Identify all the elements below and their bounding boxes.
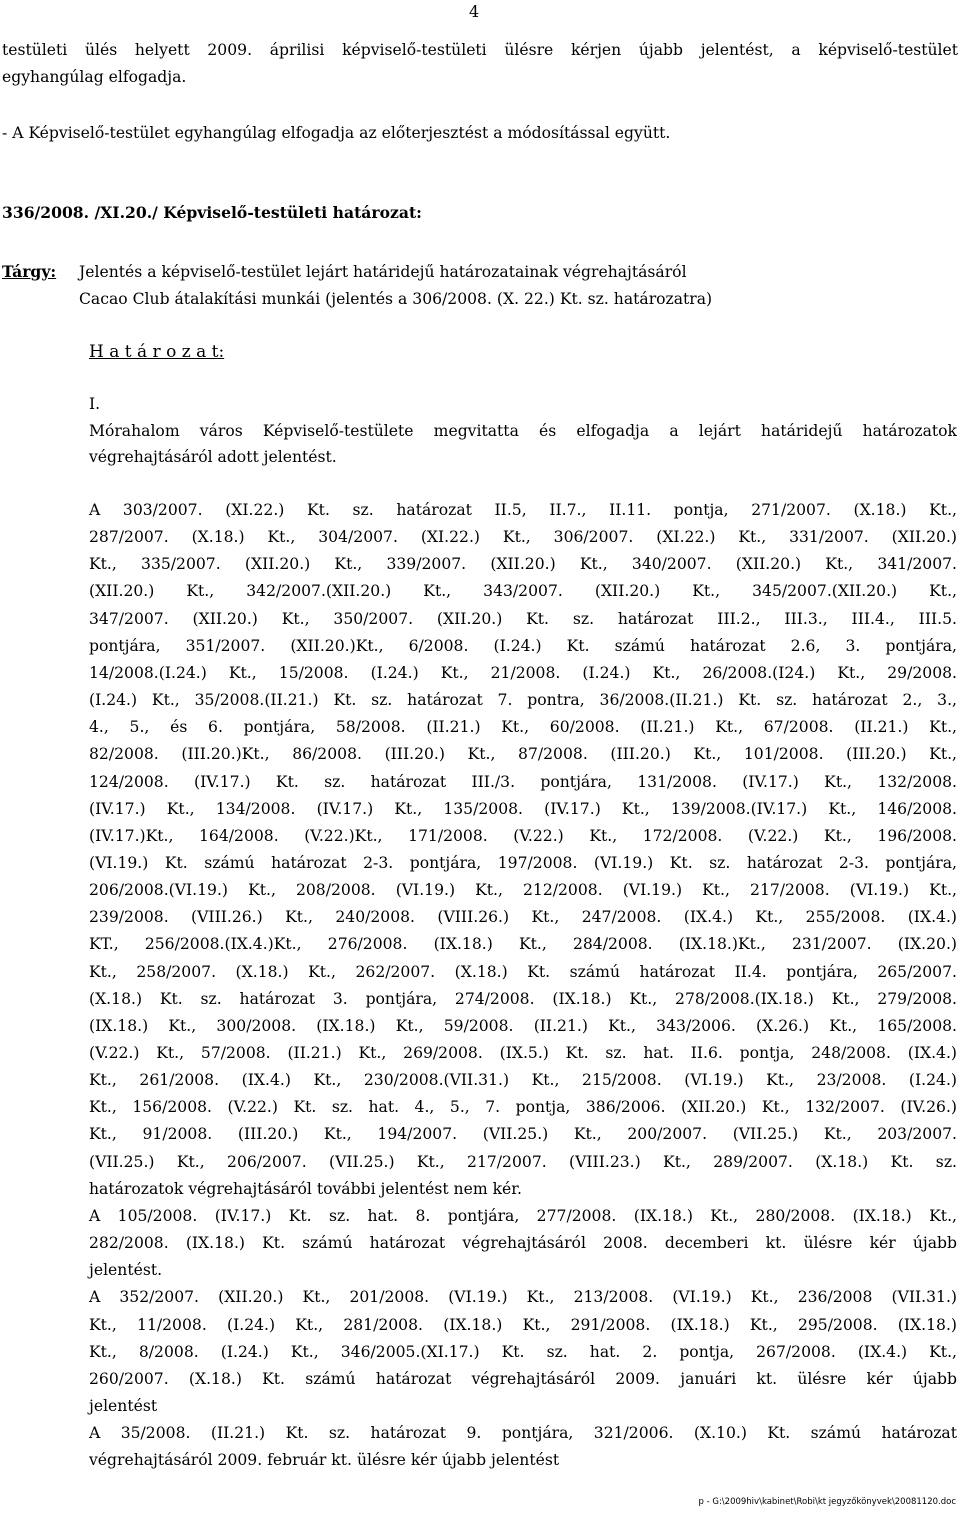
body-line: határozatok végrehajtásáról további jelentést nem kér. bbox=[89, 1180, 522, 1198]
body-line: Kt., 261/2008. (IX.4.) Kt., 230/2008.(VII.31.) Kt., 215/2008. (VI.19.) Kt., 23/2008. (I.24.) bbox=[89, 1071, 957, 1089]
section-line-2: végrehajtásáról adott jelentést. bbox=[89, 448, 337, 466]
page-number: 4 bbox=[469, 2, 480, 21]
resolution-heading: 336/2008. /XI.20./ Képviselő-testületi határozat: bbox=[2, 203, 422, 222]
body-line: (XII.20.) Kt., 342/2007.(XII.20.) Kt., 343/2007. (XII.20.) Kt., 345/2007.(XII.20.) Kt., bbox=[89, 582, 957, 600]
subject-label: Tárgy: bbox=[2, 262, 57, 281]
body-line: 206/2008.(VI.19.) Kt., 208/2008. (VI.19.) Kt., 212/2008. (VI.19.) Kt., 217/2008. (VI.19.) Kt., bbox=[89, 881, 957, 899]
body-line: 347/2007. (XII.20.) Kt., 350/2007. (XII.20.) Kt. sz. határozat III.2., III.3., III.4., III.5. bbox=[89, 610, 957, 628]
body-line: Kt., 156/2008. (V.22.) Kt. sz. hat. 4., 5., 7. pontja, 386/2006. (XII.20.) Kt., 132/2007. (IV.26.) bbox=[89, 1098, 957, 1116]
body-line: Kt., 258/2007. (X.18.) Kt., 262/2007. (X.18.) Kt. számú határozat II.4. pontjára, 265/2007. bbox=[89, 963, 957, 981]
body-line: (X.18.) Kt. sz. határozat 3. pontjára, 274/2008. (IX.18.) Kt., 278/2008.(IX.18.) Kt., 279/2008. bbox=[89, 990, 957, 1008]
intro-line-2: egyhangúlag elfogadja. bbox=[2, 68, 187, 86]
body-line: (IV.17.)Kt., 164/2008. (V.22.)Kt., 171/2008. (V.22.) Kt., 172/2008. (V.22.) Kt., 196/2008. bbox=[89, 827, 957, 845]
body-line: Kt., 11/2008. (I.24.) Kt., 281/2008. (IX.18.) Kt., 291/2008. (IX.18.) Kt., 295/2008. (IX.18.) bbox=[89, 1316, 957, 1334]
body-line: Kt., 335/2007. (XII.20.) Kt., 339/2007. (XII.20.) Kt., 340/2007. (XII.20.) Kt., 341/2007. bbox=[89, 555, 957, 573]
body-line: jelentést bbox=[89, 1397, 158, 1415]
body-line: (I.24.) Kt., 35/2008.(II.21.) Kt. sz. határozat 7. pontra, 36/2008.(II.21.) Kt. sz. határozat 2., 3., bbox=[89, 691, 957, 709]
footer-file-path: p - G:\2009hiv\kabinet\Robi\kt jegyzőkönyvek\20081120.doc bbox=[698, 1497, 956, 1507]
body-line: Kt., 91/2008. (III.20.) Kt., 194/2007. (VII.25.) Kt., 200/2007. (VII.25.) Kt., 203/2007. bbox=[89, 1125, 957, 1143]
body-line: 82/2008. (III.20.)Kt., 86/2008. (III.20.) Kt., 87/2008. (III.20.) Kt., 101/2008. (III.20.) Kt., bbox=[89, 745, 957, 763]
body-line: A 105/2008. (IV.17.) Kt. sz. hat. 8. pontjára, 277/2008. (IX.18.) Kt., 280/2008. (IX.18.) Kt., bbox=[89, 1207, 957, 1225]
body-line: 239/2008. (VIII.26.) Kt., 240/2008. (VIII.26.) Kt., 247/2008. (IX.4.) Kt., 255/2008. (IX.4.) bbox=[89, 908, 957, 926]
body-line: Kt., 8/2008. (I.24.) Kt., 346/2005.(XI.17.) Kt. sz. hat. 2. pontja, 267/2008. (IX.4.) Kt., bbox=[89, 1343, 957, 1361]
section-line-1: Mórahalom város Képviselő-testülete megvitatta és elfogadja a lejárt határidejű határozatok bbox=[89, 422, 957, 440]
body-line: 14/2008.(I.24.) Kt., 15/2008. (I.24.) Kt., 21/2008. (I.24.) Kt., 26/2008.(I24.) Kt., 29/2008. bbox=[89, 664, 957, 682]
subject-row bbox=[2, 262, 687, 282]
body-line: KT., 256/2008.(IX.4.)Kt., 276/2008. (IX.18.) Kt., 284/2008. (IX.18.)Kt., 231/2007. (IX.20.) bbox=[89, 935, 957, 953]
body-line: (IV.17.) Kt., 134/2008. (IV.17.) Kt., 135/2008. (IV.17.) Kt., 139/2008.(IV.17.) Kt., 146/2008. bbox=[89, 800, 957, 818]
body-line: (VI.19.) Kt. számú határozat 2-3. pontjára, 197/2008. (VI.19.) Kt. sz. határozat 2-3. pontjára, bbox=[89, 854, 957, 872]
body-line: (VII.25.) Kt., 206/2007. (VII.25.) Kt., 217/2007. (VIII.23.) Kt., 289/2007. (X.18.) Kt. sz. bbox=[89, 1153, 957, 1171]
subject-line-1: Jelentés a képviselő-testület lejárt határidejű határozatainak végrehajtásáról bbox=[79, 263, 687, 281]
body-line: végrehajtásáról 2009. február kt. ülésre kér újabb jelentést bbox=[89, 1451, 560, 1469]
body-line: 287/2007. (X.18.) Kt., 304/2007. (XI.22.) Kt., 306/2007. (XI.22.) Kt., 331/2007. (XII.20.) bbox=[89, 528, 957, 546]
body-line: (V.22.) Kt., 57/2008. (II.21.) Kt., 269/2008. (IX.5.) Kt. sz. hat. II.6. pontja, 248/2008. (IX.4.) bbox=[89, 1044, 957, 1062]
body-line: (IX.18.) Kt., 300/2008. (IX.18.) Kt., 59/2008. (II.21.) Kt., 343/2006. (X.26.) Kt., 165/2008. bbox=[89, 1017, 957, 1035]
body-line: pontjára, 351/2007. (XII.20.)Kt., 6/2008. (I.24.) Kt. számú határozat 2.6, 3. pontjára, bbox=[89, 637, 957, 655]
body-line: A 303/2007. (XI.22.) Kt. sz. határozat II.5, II.7., II.11. pontja, 271/2007. (X.18.) Kt., bbox=[89, 501, 957, 519]
body-line: 282/2008. (IX.18.) Kt. számú határozat végrehajtásáról 2008. decemberi kt. ülésre kér újabb bbox=[89, 1234, 957, 1252]
subject-line-2: Cacao Club átalakítási munkái (jelentés a 306/2008. (X. 22.) Kt. sz. határozatra) bbox=[79, 290, 713, 308]
section-label: I. bbox=[89, 395, 101, 413]
body-line: A 352/2007. (XII.20.) Kt., 201/2008. (VI.19.) Kt., 213/2008. (VI.19.) Kt., 236/2008 (VII.31.) bbox=[89, 1288, 957, 1306]
body-line: A 35/2008. (II.21.) Kt. sz. határozat 9. pontjára, 321/2006. (X.10.) Kt. számú határozat bbox=[89, 1424, 957, 1442]
decision-heading: H a t á r o z a t: bbox=[89, 342, 225, 362]
intro-line-3: - A Képviselő-testület egyhangúlag elfogadja az előterjesztést a módosítással együtt. bbox=[2, 124, 671, 142]
intro-line-1: testületi ülés helyett 2009. áprilisi képviselő-testületi ülésre kérjen újabb jelentést, a képviselő-testület bbox=[2, 41, 958, 59]
body-line: 4., 5., és 6. pontjára, 58/2008. (II.21.) Kt., 60/2008. (II.21.) Kt., 67/2008. (II.21.) Kt., bbox=[89, 718, 957, 736]
body-line: 124/2008. (IV.17.) Kt. sz. határozat III./3. pontjára, 131/2008. (IV.17.) Kt., 132/2008. bbox=[89, 773, 957, 791]
body-line: 260/2007. (X.18.) Kt. számú határozat végrehajtásáról 2009. januári kt. ülésre kér újabb bbox=[89, 1370, 957, 1388]
body-line: jelentést. bbox=[89, 1261, 163, 1279]
